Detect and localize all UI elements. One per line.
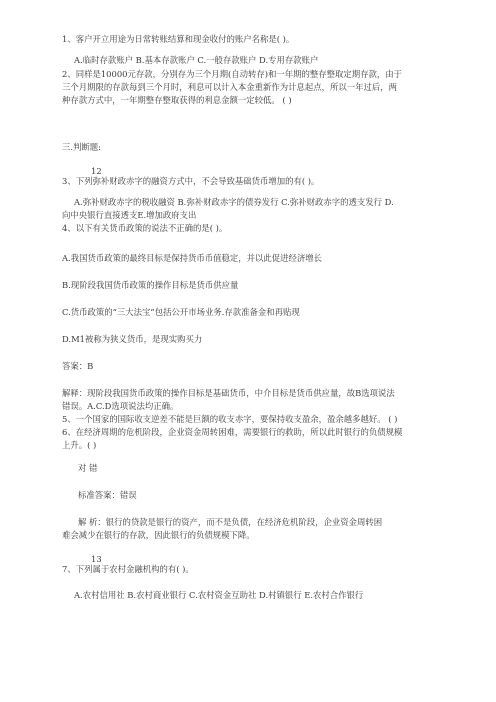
analysis-line-2: 难会减少在银行的存款，因此银行的负债规模下降。	[62, 530, 255, 540]
explanation-line-1: 解释：现阶段我国货币政策的操作目标是基础货币，中介目标是货币供应量，故B选项说法	[62, 388, 395, 398]
question-5: 5、一个国家的国际收支逆差不能是巨额的收支赤字，要保持收支盈余，盈余越多越好。 ( )	[62, 414, 398, 424]
question-2-line-2: 三个月期限的存款每到三个月时，利息可以计入本金重新作为计息起点，所以一年过后，两	[62, 82, 397, 92]
explanation-line-2: 错误。A.C.D选项说法均正确。	[62, 401, 179, 411]
analysis-line-1: 解 析：银行的贷款是银行的资产，而不是负债，在经济危机阶段，企业资金周转困	[78, 517, 383, 527]
question-3-options-line-2: 向中央银行直接透支E.增加政府支出	[62, 210, 197, 220]
question-7-options: A.农村信用社 B.农村商业银行 C.农村资金互助社 D.村镇银行 E.农村合作银行	[74, 590, 364, 600]
question-1: 1、客户开立用途为日常转账结算和现金收付的账户名称是( )。	[62, 34, 295, 44]
page-number: 12	[91, 166, 102, 176]
answer: 答案：B	[62, 361, 94, 371]
question-2-line-1: 2、同样是10000元存款，分别存为三个月期(自动转存)和一年期的整存整取定期存款，由于	[62, 69, 403, 79]
question-4-option-d: D.M1被称为狭义货币，是现实购买力	[62, 334, 203, 344]
question-3-options-line-1: A.弥补财政赤字的税收融资 B.弥补财政赤字的债券发行 C.弥补财政赤字的透支发行 D.	[74, 197, 394, 207]
question-4-option-b: B.现阶段我国货币政策的操作目标是货币供应量	[62, 280, 239, 290]
page-number: 13	[91, 554, 102, 564]
question-4-option-c: C.货币政策的“三大法宝”包括公开市场业务.存款准备金和再贴现	[62, 307, 300, 317]
section-heading: 三.判断题:	[62, 142, 101, 152]
question-7: 7、下列属于农村金融机构的有( )。	[62, 564, 194, 574]
true-false-options: 对 错	[78, 463, 98, 473]
question-6-line-2: 上升。( )	[62, 440, 97, 450]
standard-answer: 标准答案：错误	[78, 490, 137, 500]
question-1-options: A.临时存款账户 B.基本存款账户 C.一般存款账户 D.专用存款账户	[74, 55, 319, 65]
question-4-option-a: A.我国货币政策的最终目标是保持货币币值稳定，并以此促进经济增长	[62, 253, 322, 263]
question-2-line-3: 种存款方式中，一年期整存整取获得的利息金额一定较低。 ( )	[62, 95, 292, 105]
question-3: 3、下列弥补财政赤字的融资方式中，不会导致基础货币增加的有( )。	[62, 176, 320, 186]
question-4: 4、以下有关货币政策的说法不正确的是( )。	[62, 223, 228, 233]
question-6-line-1: 6、在经济周期的危机阶段，企业资金周转困难，需要银行的救助，所以此时银行的负债规模	[62, 427, 403, 437]
